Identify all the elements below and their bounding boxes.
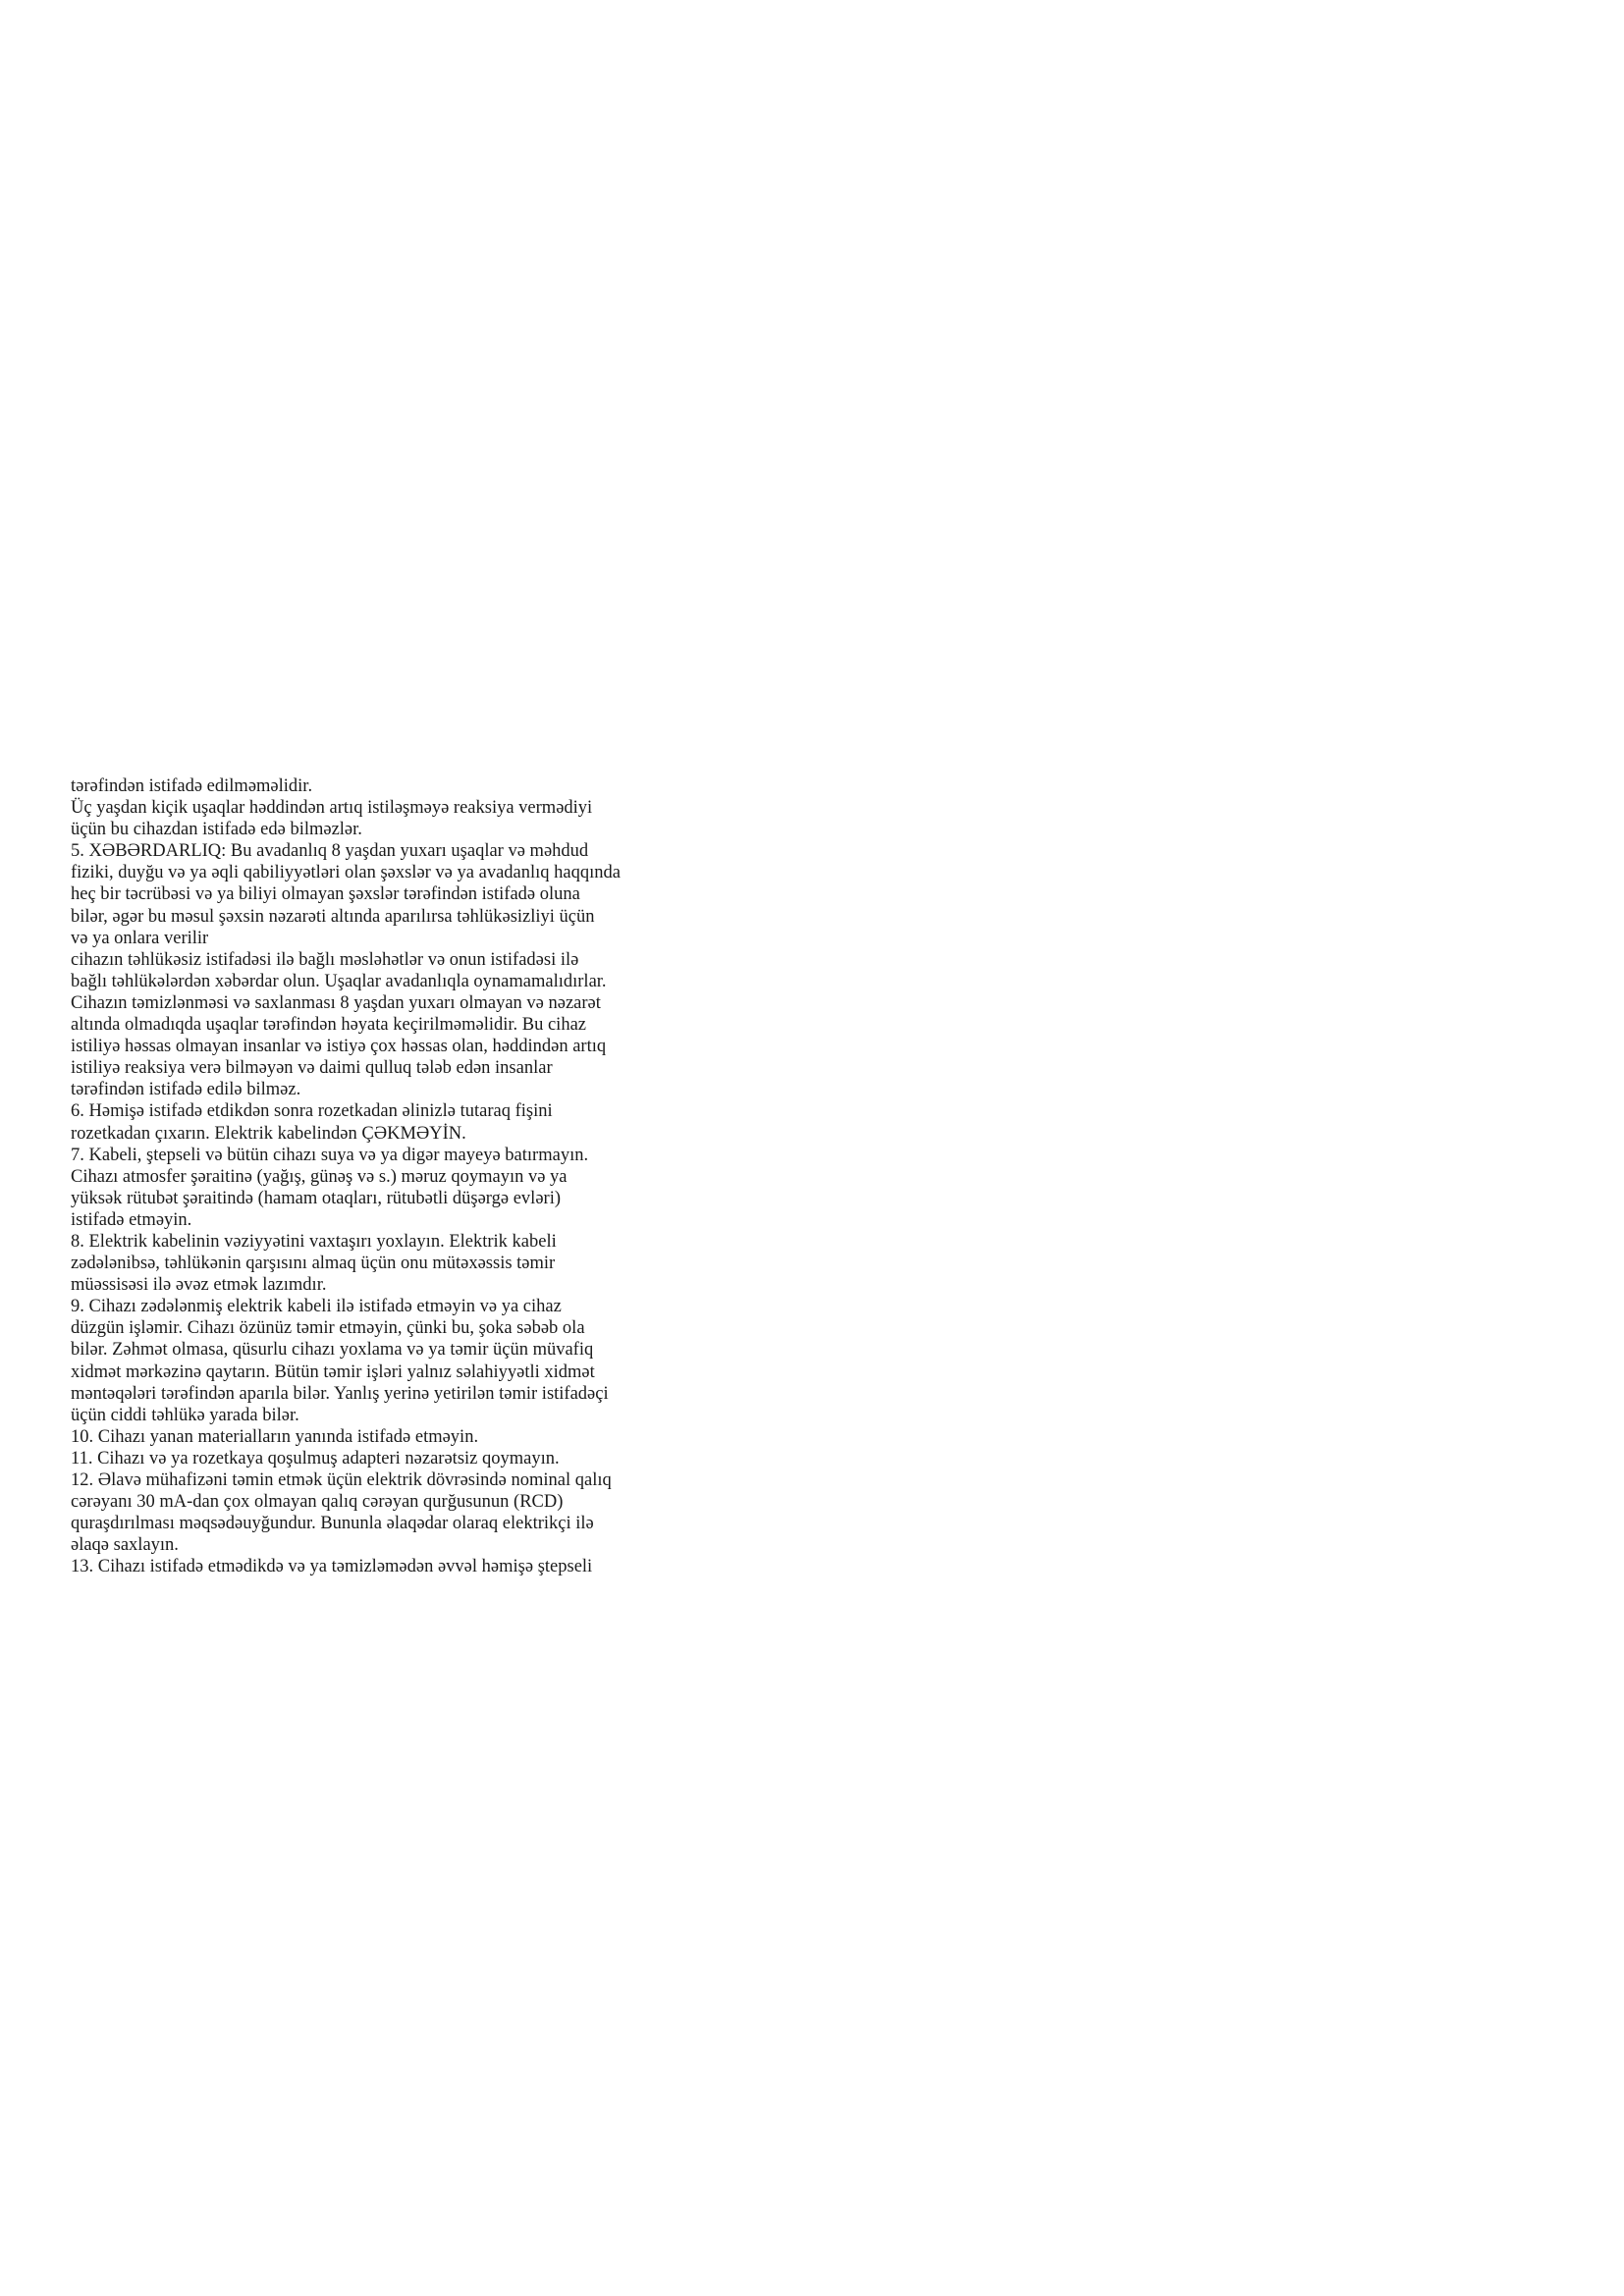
text-line: rozetkadan çıxarın. Elektrik kabelindən ÇƏKMƏYİN. [71, 1123, 466, 1144]
text-line: istifadə etməyin. [71, 1209, 192, 1230]
text-line: 10. Cihazı yanan materialların yanında istifadə etməyin. [71, 1426, 479, 1447]
text-line: tərəfindən istifadə edilməməlidir. [71, 776, 313, 796]
text-line: 12. Əlavə mühafizəni təmin etmək üçün elektrik dövrəsində nominal qalıq [71, 1470, 612, 1490]
text-line: üçün bu cihazdan istifadə edə bilməzlər. [71, 820, 362, 840]
instruction-text [71, 775, 699, 1577]
text-line: əlaqə saxlayın. [71, 1535, 179, 1556]
text-line: müəssisəsi ilə əvəz etmək lazımdır. [71, 1275, 327, 1296]
text-line: 11. Cihazı və ya rozetkaya qoşulmuş adapteri nəzarətsiz qoymayın. [71, 1448, 560, 1468]
text-line: quraşdırılması məqsədəuyğundur. Bununla əlaqədar olaraq elektrikçi ilə [71, 1514, 594, 1534]
text-line: və ya onlara verilir [71, 928, 209, 948]
text-line: bilər. Zəhmət olmasa, qüsurlu cihazı yoxlama və ya təmir üçün müvafiq [71, 1340, 594, 1361]
text-line: istiliyə reaksiya verə bilməyən və daimi qulluq tələb edən insanlar [71, 1058, 553, 1079]
text-line: tərəfindən istifadə edilə bilməz. [71, 1080, 301, 1100]
text-line: 7. Kabeli, ştepseli və bütün cihazı suya və ya digər mayeyə batırmayın. [71, 1145, 589, 1165]
text-line: 6. Həmişə istifadə etdikdən sonra rozetkadan əlinizlə tutaraq fişini [71, 1101, 553, 1122]
text-line: yüksək rütubət şəraitində (hamam otaqları, rütubətli düşərgə evləri) [71, 1188, 561, 1208]
text-line: üçün ciddi təhlükə yarada bilər. [71, 1405, 299, 1425]
text-line: zədələnibsə, təhlükənin qarşısını almaq üçün onu mütəxəssis təmir [71, 1254, 556, 1274]
text-line: fiziki, duyğu və ya əqli qabiliyyətləri olan şəxslər və ya avadanlıq haqqında [71, 863, 621, 883]
text-line: istiliyə həssas olmayan insanlar və istiyə çox həssas olan, həddindən artıq [71, 1037, 607, 1057]
text-line: məntəqələri tərəfindən aparıla bilər. Yanlış yerinə yetirilən təmir istifadəçi [71, 1383, 609, 1404]
text-line: Cihazı atmosfer şəraitinə (yağış, günəş və s.) məruz qoymayın və ya [71, 1166, 568, 1187]
text-line: 9. Cihazı zədələnmiş elektrik kabeli ilə istifadə etməyin və ya cihaz [71, 1297, 562, 1317]
text-line: altında olmadıqda uşaqlar tərəfindən həyata keçirilməməlidir. Bu cihaz [71, 1015, 586, 1036]
text-line: heç bir təcrübəsi və ya biliyi olmayan şəxslər tərəfindən istifadə oluna [71, 884, 580, 905]
text-line: cərəyanı 30 mA-dan çox olmayan qalıq cərəyan qurğusunun (RCD) [71, 1492, 564, 1513]
text-line: bilər, əgər bu məsul şəxsin nəzarəti altında aparılırsa təhlükəsizliyi üçün [71, 906, 595, 927]
text-line: 13. Cihazı istifadə etmədikdə və ya təmizləmədən əvvəl həmişə ştepseli [71, 1557, 593, 1577]
text-line: cihazın təhlükəsiz istifadəsi ilə bağlı məsləhətlər və onun istifadəsi ilə [71, 949, 579, 970]
text-line: düzgün işləmir. Cihazı özünüz təmir etməyin, çünki bu, şoka səbəb ola [71, 1318, 585, 1339]
text-line: xidmət mərkəzinə qaytarın. Bütün təmir işləri yalnız səlahiyyətli xidmət [71, 1362, 595, 1382]
text-line: 8. Elektrik kabelinin vəziyyətini vaxtaşırı yoxlayın. Elektrik kabeli [71, 1231, 557, 1252]
text-line: Üç yaşdan kiçik uşaqlar həddindən artıq istiləşməyə reaksiya vermədiyi [71, 798, 593, 819]
text-line: Cihazın təmizlənməsi və saxlanması 8 yaşdan yuxarı olmayan və nəzarət [71, 992, 601, 1013]
text-line: bağlı təhlükələrdən xəbərdar olun. Uşaqlar avadanlıqla oynamamalıdırlar. [71, 971, 607, 991]
text-line: 5. XƏBƏRDARLIQ: Bu avadanlıq 8 yaşdan yuxarı uşaqlar və məhdud [71, 841, 589, 862]
